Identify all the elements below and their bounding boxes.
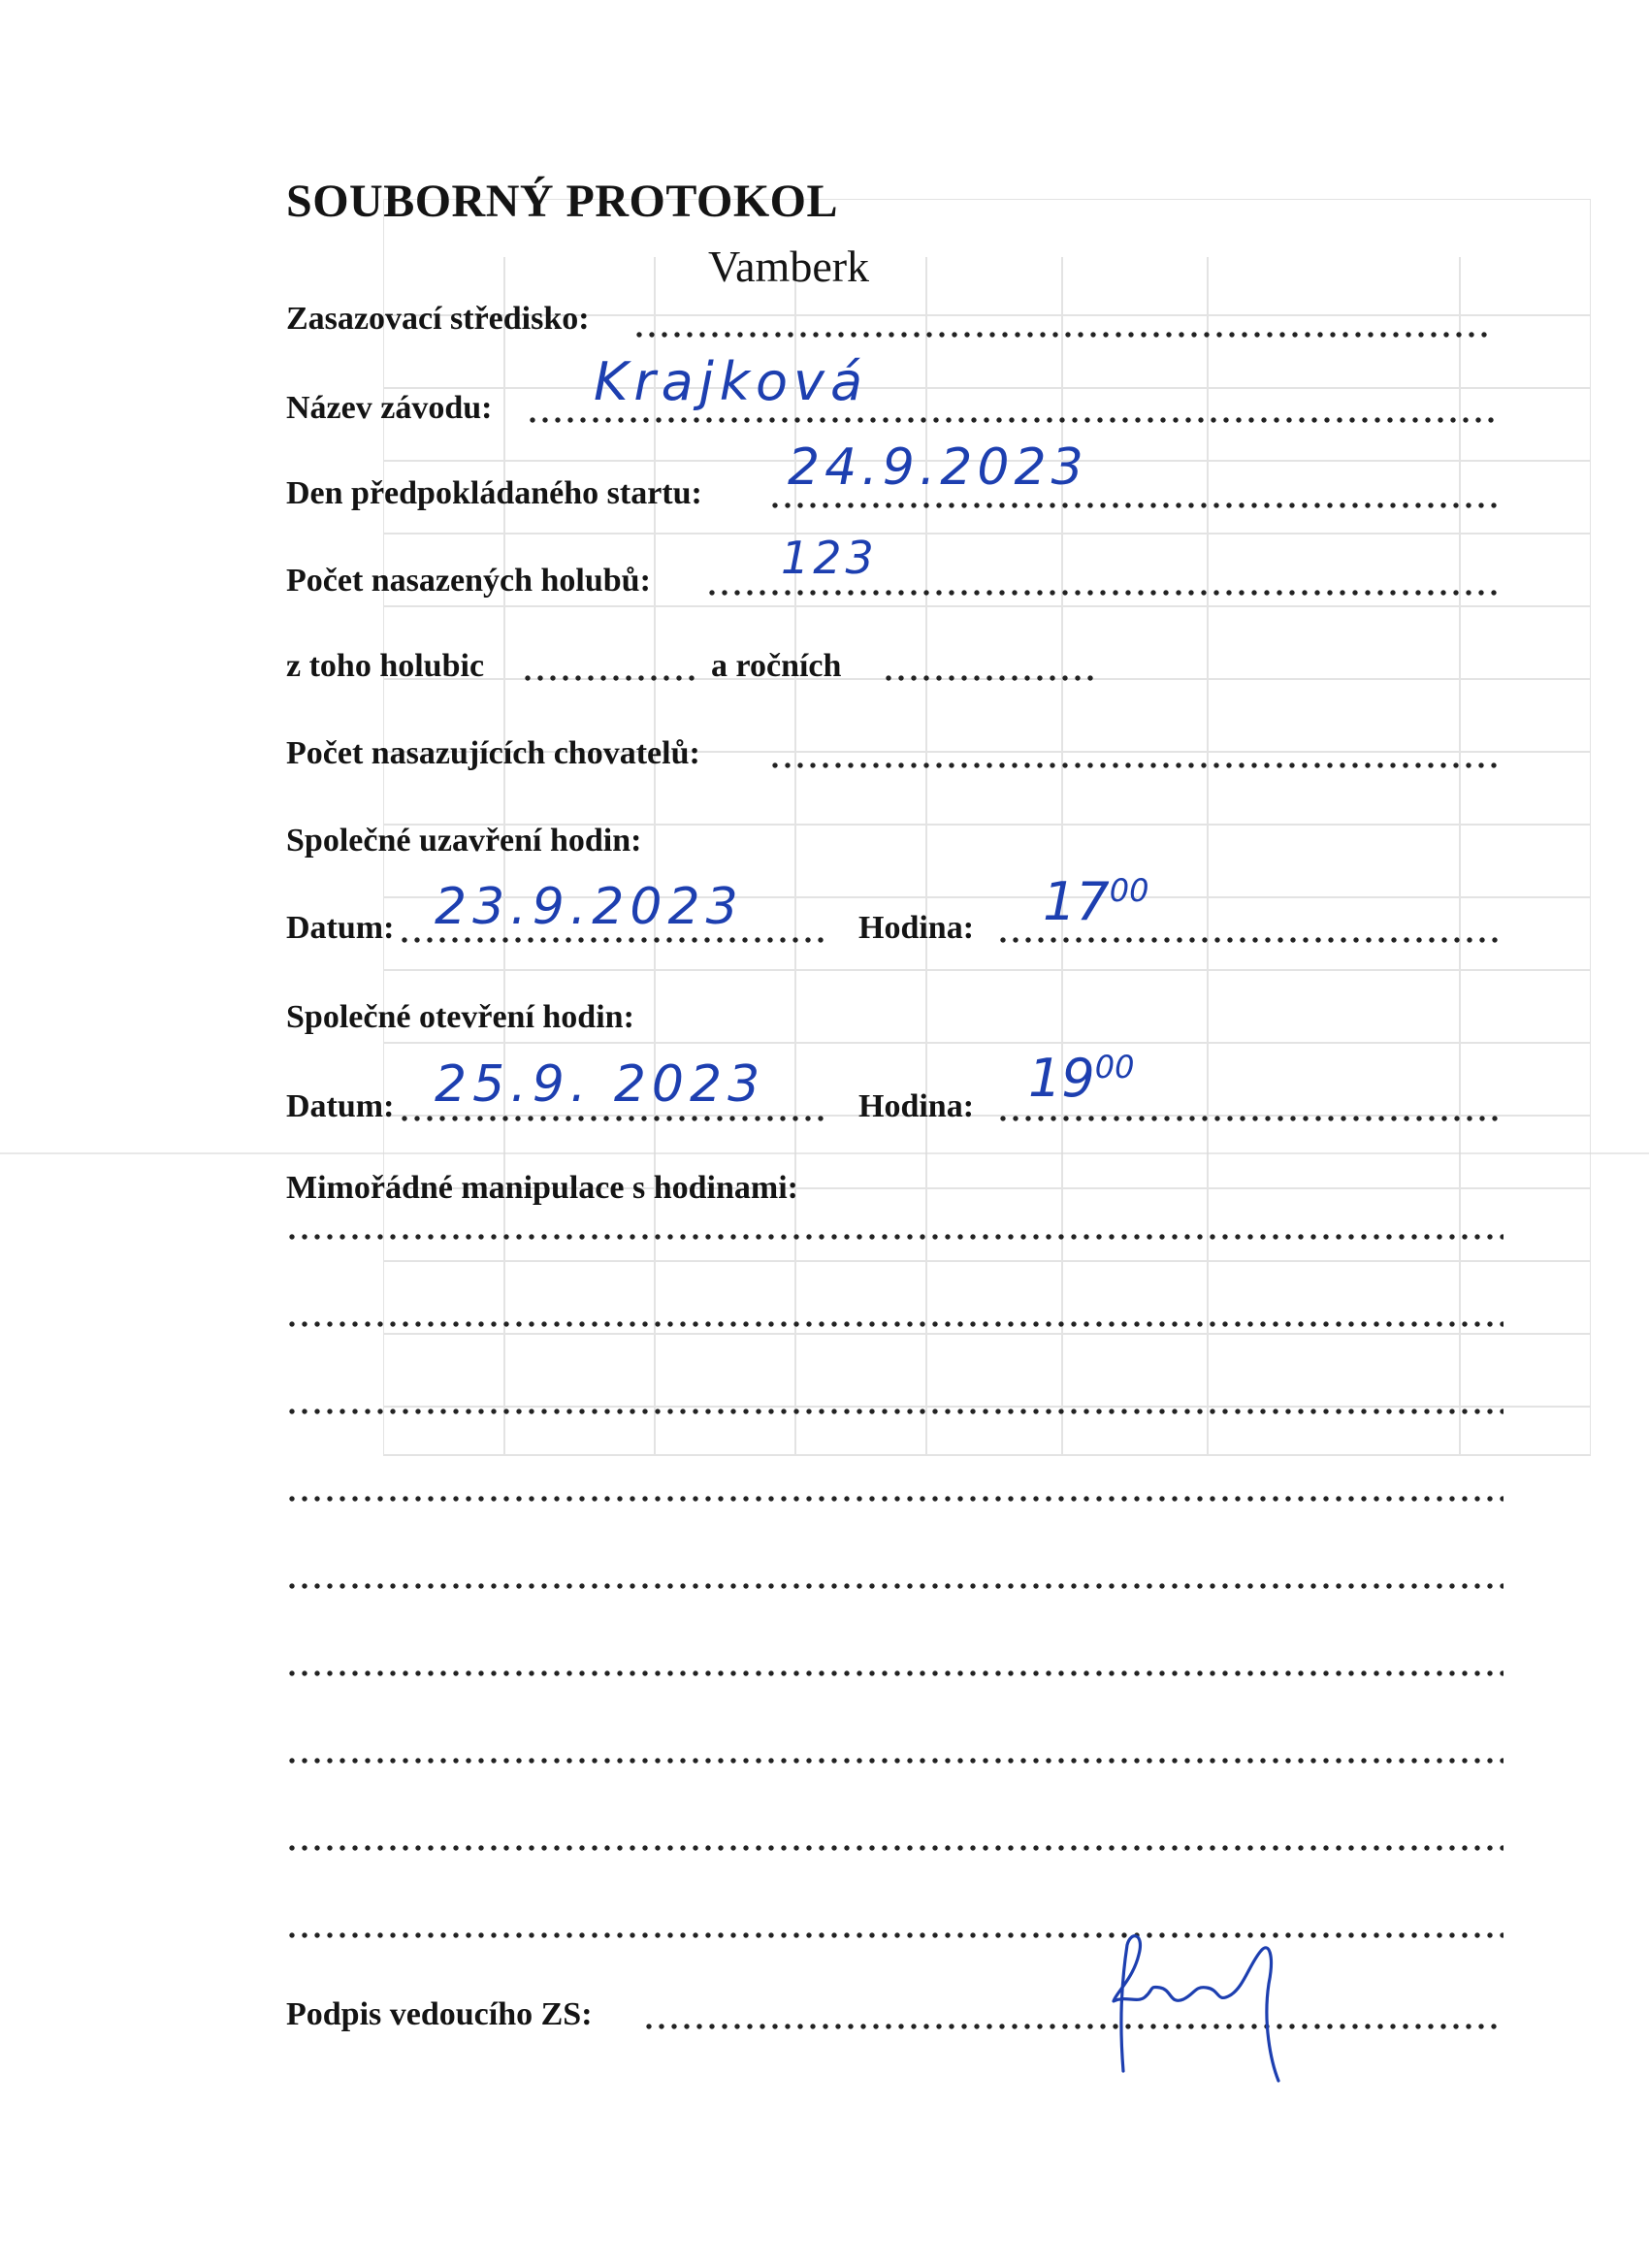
handwritten-otevreni-hodina[interactable]	[1028, 1048, 1134, 1109]
heading-uzavreni: Společné uzavření hodin:	[286, 823, 642, 859]
document-title: SOUBORNÝ PROTOKOL	[286, 176, 839, 227]
handwritten-nazev-zavodu[interactable]: Krajková	[594, 351, 869, 412]
dotted-line	[401, 1116, 827, 1121]
manipulace-line-4[interactable]	[288, 1496, 1504, 1502]
label-rocnich: a ročních	[711, 648, 842, 684]
dotted-line	[524, 675, 698, 681]
dotted-line	[999, 937, 1504, 943]
label-otevreni-hodina: Hodina:	[858, 1088, 975, 1124]
minutes-value: 00	[1094, 1049, 1135, 1085]
manipulace-line-1[interactable]	[288, 1234, 1504, 1240]
dotted-line	[885, 675, 1093, 681]
label-uzavreni-hodina: Hodina:	[858, 910, 975, 946]
label-nazev-zavodu: Název závodu:	[286, 390, 493, 426]
label-holubice: z toho holubic	[286, 648, 485, 684]
manipulace-line-7[interactable]	[288, 1758, 1504, 1764]
handwritten-otevreni-datum[interactable]: 25.9. 2023	[435, 1055, 766, 1114]
handwritten-signature[interactable]	[1106, 1926, 1339, 2090]
label-uzavreni-datum: Datum:	[286, 910, 395, 946]
dotted-line	[708, 590, 1504, 596]
handwritten-den-startu[interactable]: 24.9.2023	[788, 438, 1088, 497]
label-podpis: Podpis vedoucího ZS:	[286, 1996, 593, 2032]
label-pocet-chovatelu: Počet nasazujících chovatelů:	[286, 735, 700, 771]
paper-fold-line	[0, 1152, 1649, 1154]
heading-otevreni: Společné otevření hodin:	[286, 999, 634, 1035]
label-zasazovaci-stredisko: Zasazovací středisko:	[286, 301, 590, 337]
dotted-line	[999, 1116, 1504, 1121]
label-otevreni-datum: Datum:	[286, 1088, 395, 1124]
hour-value: 17	[1043, 871, 1110, 932]
label-den-startu: Den předpokládaného startu:	[286, 475, 702, 511]
dotted-line	[645, 2024, 1504, 2029]
heading-manipulace: Mimořádné manipulace s hodinami:	[286, 1170, 798, 1206]
dotted-line	[401, 937, 827, 943]
handwritten-uzavreni-datum[interactable]: 23.9.2023	[435, 878, 744, 936]
document-subtitle: Vamberk	[708, 242, 870, 291]
dotted-line	[529, 417, 1494, 423]
handwritten-uzavreni-hodina[interactable]	[1043, 871, 1148, 932]
hour-value: 19	[1028, 1048, 1095, 1109]
handwritten-pocet-holubu[interactable]: 123	[781, 532, 878, 584]
dotted-line	[771, 502, 1504, 508]
manipulace-line-3[interactable]	[288, 1409, 1504, 1414]
manipulace-line-6[interactable]	[288, 1670, 1504, 1676]
manipulace-line-5[interactable]	[288, 1583, 1504, 1589]
manipulace-line-2[interactable]	[288, 1321, 1504, 1327]
dotted-line	[635, 332, 1494, 338]
dotted-line	[771, 762, 1504, 768]
minutes-value: 00	[1109, 872, 1149, 909]
manipulace-line-8[interactable]	[288, 1845, 1504, 1851]
label-pocet-holubu: Počet nasazených holubů:	[286, 563, 651, 599]
